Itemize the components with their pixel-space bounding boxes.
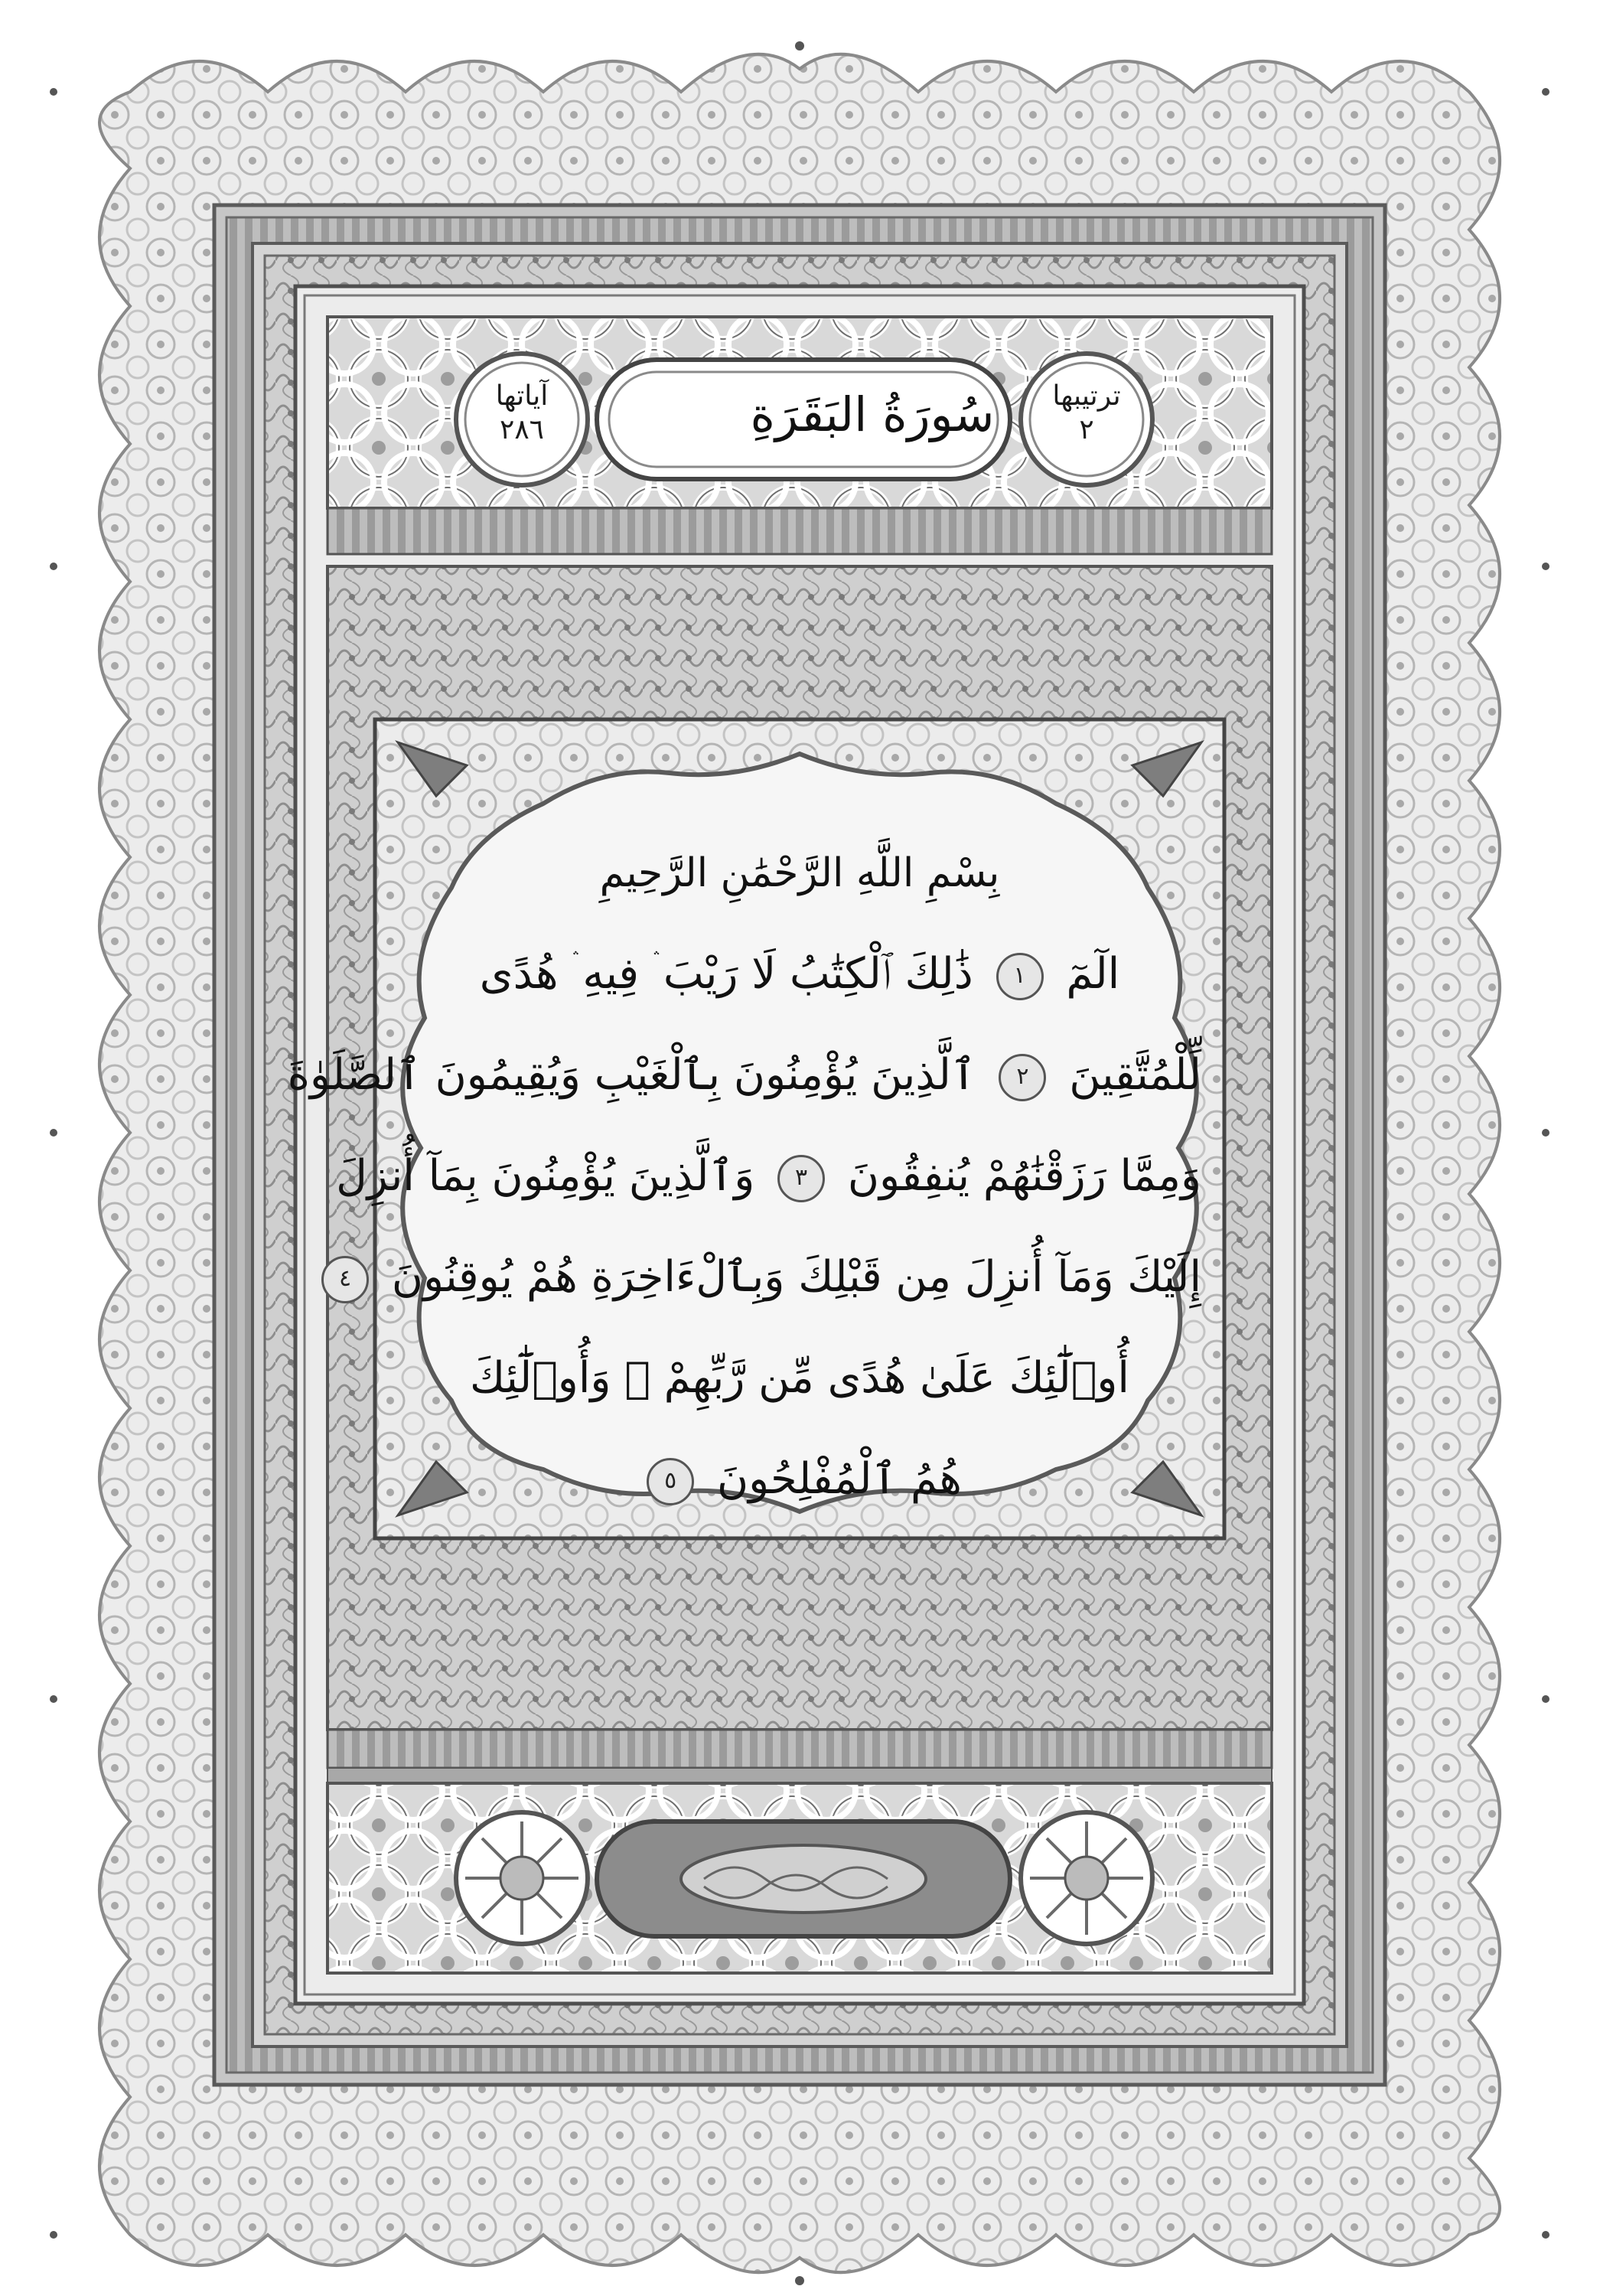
verse-text: وَٱلَّذِينَ يُؤْمِنُونَ بِمَآ أُنزِلَ (336, 1151, 755, 1201)
verse-text: الٓمٓ (1066, 949, 1120, 999)
verse-text: أُو۟لَٰٓئِكَ عَلَىٰ هُدًى مِّن رَّبِّهِمْ ۖ وَأُو۟لَٰٓئِكَ (470, 1353, 1129, 1403)
verse-text: ذَٰلِكَ ٱلْكِتَٰبُ لَا رَيْبَ ۛ فِيهِ ۛ هُدًى (479, 949, 973, 999)
ayah-number-marker: ٤ (321, 1256, 369, 1303)
verse-text: ٱلَّذِينَ يُؤْمِنُونَ بِٱلْغَيْبِ وَيُقِيمُونَ ٱلصَّلَوٰةَ (287, 1050, 976, 1100)
verse-text: هُمُ ٱلْمُفْلِحُونَ (716, 1454, 962, 1504)
verse-line (339, 1227, 1201, 1328)
ayah-number-marker: ٣ (777, 1155, 825, 1202)
verse-line (287, 1025, 1201, 1126)
verse-count-label: آياتها (495, 380, 549, 412)
basmala: بِسْمِ اللَّهِ الرَّحْمَٰنِ الرَّحِيمِ (599, 850, 1000, 896)
verse-line (398, 1328, 1201, 1429)
surah-order-label: ترتيبها (1052, 380, 1121, 412)
verse-line (398, 1429, 1201, 1530)
verse-line (398, 924, 1201, 1025)
verse-count-value: ٢٨٦ (499, 414, 544, 445)
ayah-number-marker: ٢ (999, 1054, 1046, 1101)
surah-title: سُورَةُ البَقَرَةِ (750, 386, 995, 442)
ayah-number-marker: ١ (996, 953, 1044, 1000)
verse-text: وَمِمَّا رَزَقْنَٰهُمْ يُنفِقُونَ (847, 1151, 1201, 1201)
verse-count-box (468, 380, 575, 445)
verse-text: لِّلْمُتَّقِينَ (1069, 1050, 1201, 1100)
surah-order-box (1033, 380, 1140, 445)
surah-order-value: ٢ (1079, 414, 1094, 445)
verse-line (336, 1126, 1201, 1227)
verse-text: إِلَيْكَ وَمَآ أُنزِلَ مِن قَبْلِكَ وَبِٱلْءَاخِرَةِ هُمْ يُوقِنُونَ (391, 1252, 1201, 1302)
ayah-number-marker: ٥ (647, 1458, 694, 1505)
verse-text-block (287, 823, 1201, 1530)
